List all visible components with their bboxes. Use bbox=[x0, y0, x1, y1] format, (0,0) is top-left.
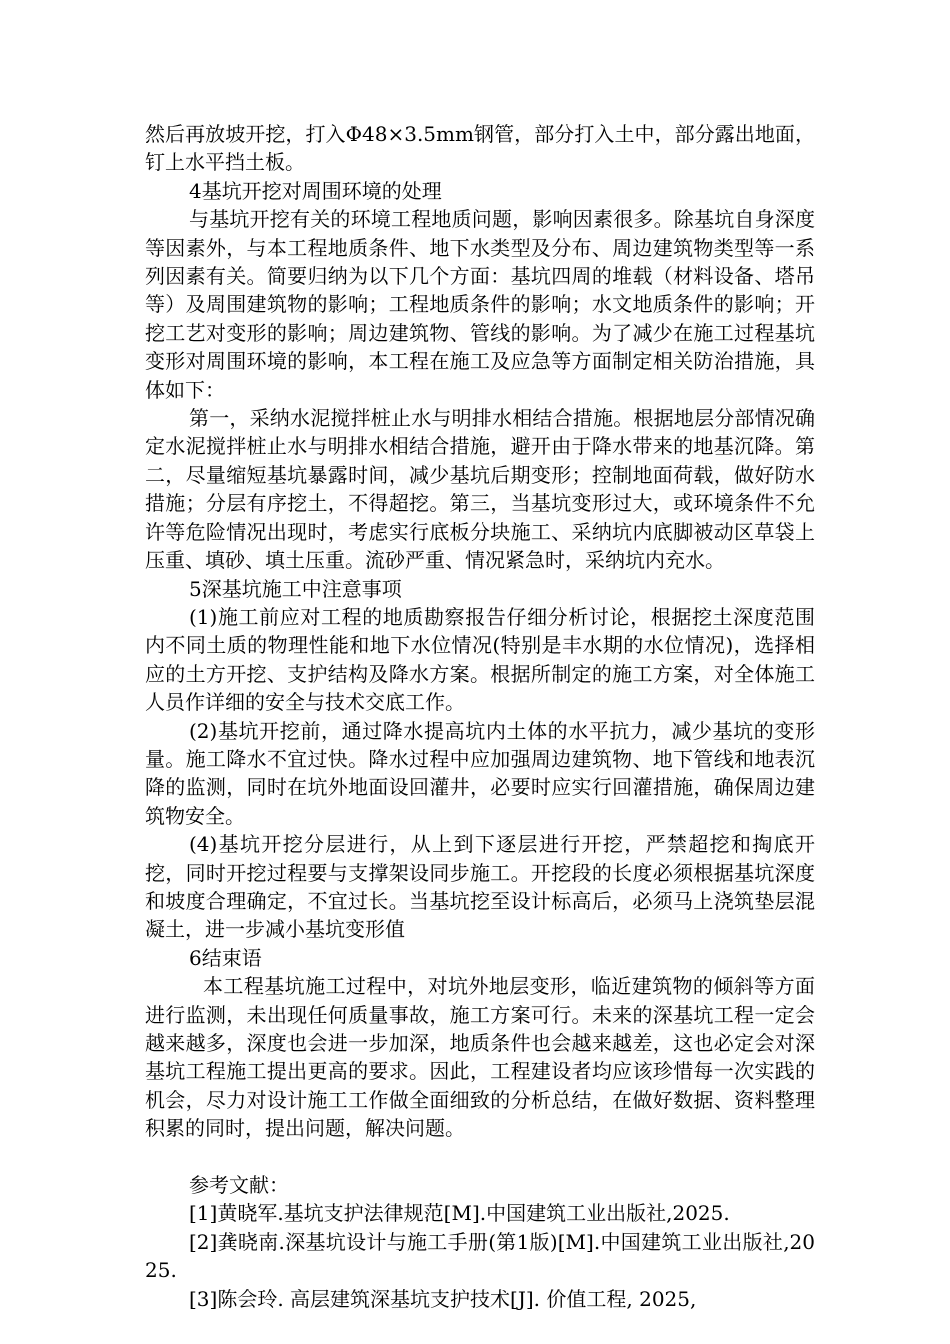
section-heading-4: 4基坑开挖对周围环境的处理 bbox=[189, 178, 442, 203]
paragraph-item-1: (1)施工前应对工程的地质勘察报告仔细分析讨论，根据挖土深度范围内不同土质的物理性能和地下水位情况(特别是丰水期的水位情况)，选择相应的土方开挖、支护结构及降水方案。根据所制定的施工方案，对全体施工人员作详细的安全与技术交底工作。 bbox=[145, 604, 815, 715]
section-heading-5: 5深基坑施工中注意事项 bbox=[189, 576, 402, 601]
paragraph-slope-excavation: 然后再放坡开挖，打入Φ48×3.5mm钢管，部分打入土中，部分露出地面，钉上水平挡土板。 bbox=[145, 122, 815, 175]
paragraph-item-2: (2)基坑开挖前，通过降水提高坑内土体的水平抗力，减少基坑的变形量。施工降水不宜过快。降水过程中应加强周边建筑物、地下管线和地表沉降的监测，同时在坑外地面设回灌井，必要时应实行回灌措施，确保周边建筑物安全。 bbox=[145, 718, 815, 828]
paragraph-item-4: (4)基坑开挖分层进行，从上到下逐层进行开挖，严禁超挖和掏底开挖，同时开挖过程要与支撑架设同步施工。开挖段的长度必须根据基坑深度和坡度合理确定，不宜过长。当基坑挖至设计标高后，必须马上浇筑垫层混凝土，进一步减小基坑变形值 bbox=[145, 832, 815, 942]
paragraph-measures: 第一，采纳水泥搅拌桩止水与明排水相结合措施。根据地层分部情况确定水泥搅拌桩止水与明排水相结合措施，避开由于降水带来的地基沉降。第二，尽量缩短基坑暴露时间，减少基坑后期变形；控制地面荷载，做好防水措施；分层有序挖土，不得超挖。第三，当基坑变形过大，或环境条件不允许等危险情况出现时，考虑实行底板分块施工、采纳坑内底脚被动区草袋上压重、填砂、填土压重。流砂严重、情况紧急时，采纳坑内充水。 bbox=[145, 406, 815, 573]
references-heading: 参考文献： bbox=[189, 1173, 289, 1198]
reference-item-1: [1]黄晓军.基坑支护法律规范[M].中国建筑工业出版社,2025. bbox=[189, 1201, 730, 1226]
document-page bbox=[145, 120, 815, 1313]
reference-item-2: [2]龚晓南.深基坑设计与施工手册(第1版)[M].中国建筑工业出版社,2025. bbox=[145, 1229, 815, 1283]
reference-item-3: [3]陈会玲. 高层建筑深基坑支护技术[J]. 价值工程, 2025, bbox=[189, 1286, 697, 1311]
section-heading-6: 6结束语 bbox=[189, 945, 262, 970]
paragraph-environment-factors: 与基坑开挖有关的环境工程地质问题，影响因素很多。除基坑自身深度等因素外，与本工程地质条件、地下水类型及分布、周边建筑物类型等一系列因素有关。简要归纳为以下几个方面：基坑四周的堆载（材料设备、塔吊等）及周围建筑物的影响；工程地质条件的影响；水文地质条件的影响；开挖工艺对变形的影响；周边建筑物、管线的影响。为了减少在施工过程基坑变形对周围环境的影响，本工程在施工及应急等方面制定相关防治措施，具体如下： bbox=[145, 207, 815, 402]
blank-line bbox=[145, 1143, 815, 1171]
paragraph-conclusion: 本工程基坑施工过程中，对坑外地层变形，临近建筑物的倾斜等方面进行监测，未出现任何质量事故，施工方案可行。未来的深基坑工程一定会越来越多，深度也会进一步加深，地质条件也会越来越差，这也必定会对深基坑工程施工提出更高的要求。因此，工程建设者均应该珍惜每一次实践的机会，尽力对设计施工工作做全面细致的分析总结，在做好数据、资料整理积累的同时，提出问题，解决问题。 bbox=[145, 974, 815, 1141]
